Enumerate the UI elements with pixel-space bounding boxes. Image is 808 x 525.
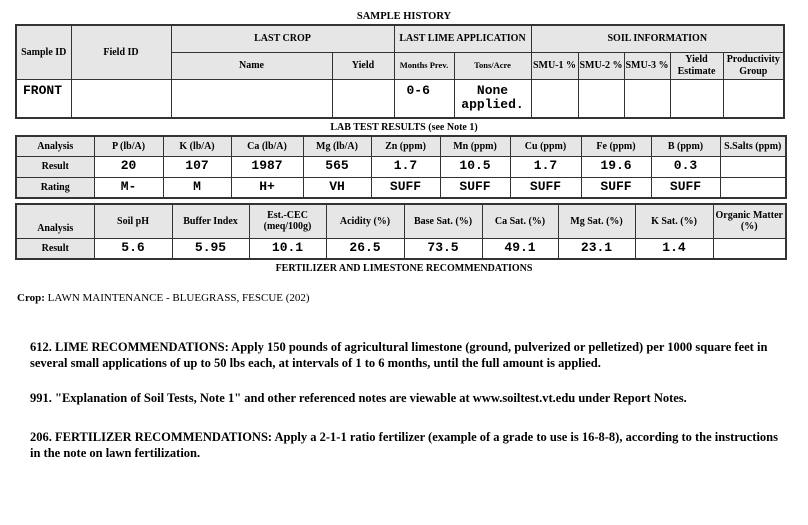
result-cell: Result [16,238,94,259]
result-cell: Result [16,156,94,177]
yield-estimate-header: Yield Estimate [670,52,723,79]
crop-name-value [171,79,332,118]
note-612: 612. LIME RECOMMENDATIONS: Apply 150 pounds of agricultural limestone (ground, pulverized or pelletized) per 1000 square feet in several small applications of up to 50 lbs each, at intervals of 1 to 6 months, until the full amount is applied. [30,340,768,370]
yield-estimate-value [670,79,723,118]
result-cell: 1.7 [371,156,440,177]
smu2-value [578,79,624,118]
smu1-header: SMU-1 % [531,52,578,79]
header-cell: K Sat. (%) [635,204,713,238]
smu2-header: SMU-2 % [578,52,624,79]
header-cell: Analysis [16,136,94,156]
result-cell: 1.4 [635,238,713,259]
last-crop-header: LAST CROP [171,25,394,52]
header-cell: Acidity (%) [326,204,404,238]
result-cell: 0.3 [651,156,720,177]
header-cell: Est.-CEC (meq/100g) [249,204,326,238]
header-cell: P (lb/A) [94,136,163,156]
rating-cell: SUFF [371,177,440,198]
result-cell [713,238,786,259]
productivity-group-header: Productivity Group [723,52,784,79]
rating-cell: H+ [231,177,303,198]
productivity-group-value [723,79,784,118]
result-cell: 1987 [231,156,303,177]
note-206: 206. FERTILIZER RECOMMENDATIONS: Apply a 2-1-1 ratio fertilizer (example of a grade to use is 16-8-8), according to the instructions in the note on lawn fertilization. [30,430,778,460]
sample-id-value: FRONT [16,79,71,118]
header-cell: K (lb/A) [163,136,231,156]
last-lime-header: LAST LIME APPLICATION [394,25,531,52]
tons-acre-header: Tons/Acre [454,52,531,79]
crop-line [17,292,310,304]
header-cell: Zn (ppm) [371,136,440,156]
header-cell: Mg (lb/A) [303,136,371,156]
soil-results-table [15,203,787,260]
result-cell: 19.6 [581,156,651,177]
smu3-value [624,79,670,118]
rating-cell: SUFF [651,177,720,198]
header-cell: B (ppm) [651,136,720,156]
smu1-value [531,79,578,118]
result-cell: 20 [94,156,163,177]
sample-history-title: SAMPLE HISTORY [356,11,452,22]
header-cell: Cu (ppm) [510,136,581,156]
result-cell: 73.5 [404,238,482,259]
sample-history-table [15,24,785,119]
result-cell: 10.1 [249,238,326,259]
header-cell: S.Salts (ppm) [720,136,786,156]
crop-value: LAWN MAINTENANCE - BLUEGRASS, FESCUE (202) [47,292,310,304]
rating-cell: M [163,177,231,198]
header-cell: Analysis [16,204,94,238]
result-cell: 49.1 [482,238,558,259]
result-cell: 5.95 [172,238,249,259]
smu3-header: SMU-3 % [624,52,670,79]
recommendations-title: FERTILIZER AND LIMESTONE RECOMMENDATIONS [275,263,533,274]
months-prev-value: 0-6 [394,79,454,118]
result-cell: 565 [303,156,371,177]
result-cell [720,156,786,177]
header-cell: Organic Matter (%) [713,204,786,238]
sample-id-header: Sample ID [16,25,71,79]
field-id-value [71,79,171,118]
result-cell: 107 [163,156,231,177]
header-cell: Buffer Index [172,204,249,238]
header-cell: Base Sat. (%) [404,204,482,238]
result-cell: 23.1 [558,238,635,259]
crop-label: Crop: [17,292,45,304]
result-cell: 26.5 [326,238,404,259]
rating-cell: M- [94,177,163,198]
tons-acre-value: None applied. [454,79,531,118]
rating-cell: VH [303,177,371,198]
header-cell: Ca Sat. (%) [482,204,558,238]
result-cell: 1.7 [510,156,581,177]
header-cell: Ca (lb/A) [231,136,303,156]
note-991: 991. "Explanation of Soil Tests, Note 1" and other referenced notes are viewable at www.soiltest.vt.edu under Report Notes. [30,391,687,405]
result-cell: 10.5 [440,156,510,177]
header-cell: Mn (ppm) [440,136,510,156]
result-cell: 5.6 [94,238,172,259]
months-prev-header: Months Prev. [394,52,454,79]
header-cell: Soil pH [94,204,172,238]
crop-yield-value [332,79,394,118]
header-cell: Fe (ppm) [581,136,651,156]
yield-header: Yield [332,52,394,79]
lab-results-title: LAB TEST RESULTS (see Note 1) [330,122,478,133]
rating-cell: SUFF [510,177,581,198]
rating-cell: Rating [16,177,94,198]
rating-cell: SUFF [581,177,651,198]
lab-results-table [15,135,787,199]
rating-cell [720,177,786,198]
soil-info-header: SOIL INFORMATION [531,25,784,52]
rating-cell: SUFF [440,177,510,198]
header-cell: Mg Sat. (%) [558,204,635,238]
name-header: Name [171,52,332,79]
field-id-header: Field ID [71,25,171,79]
